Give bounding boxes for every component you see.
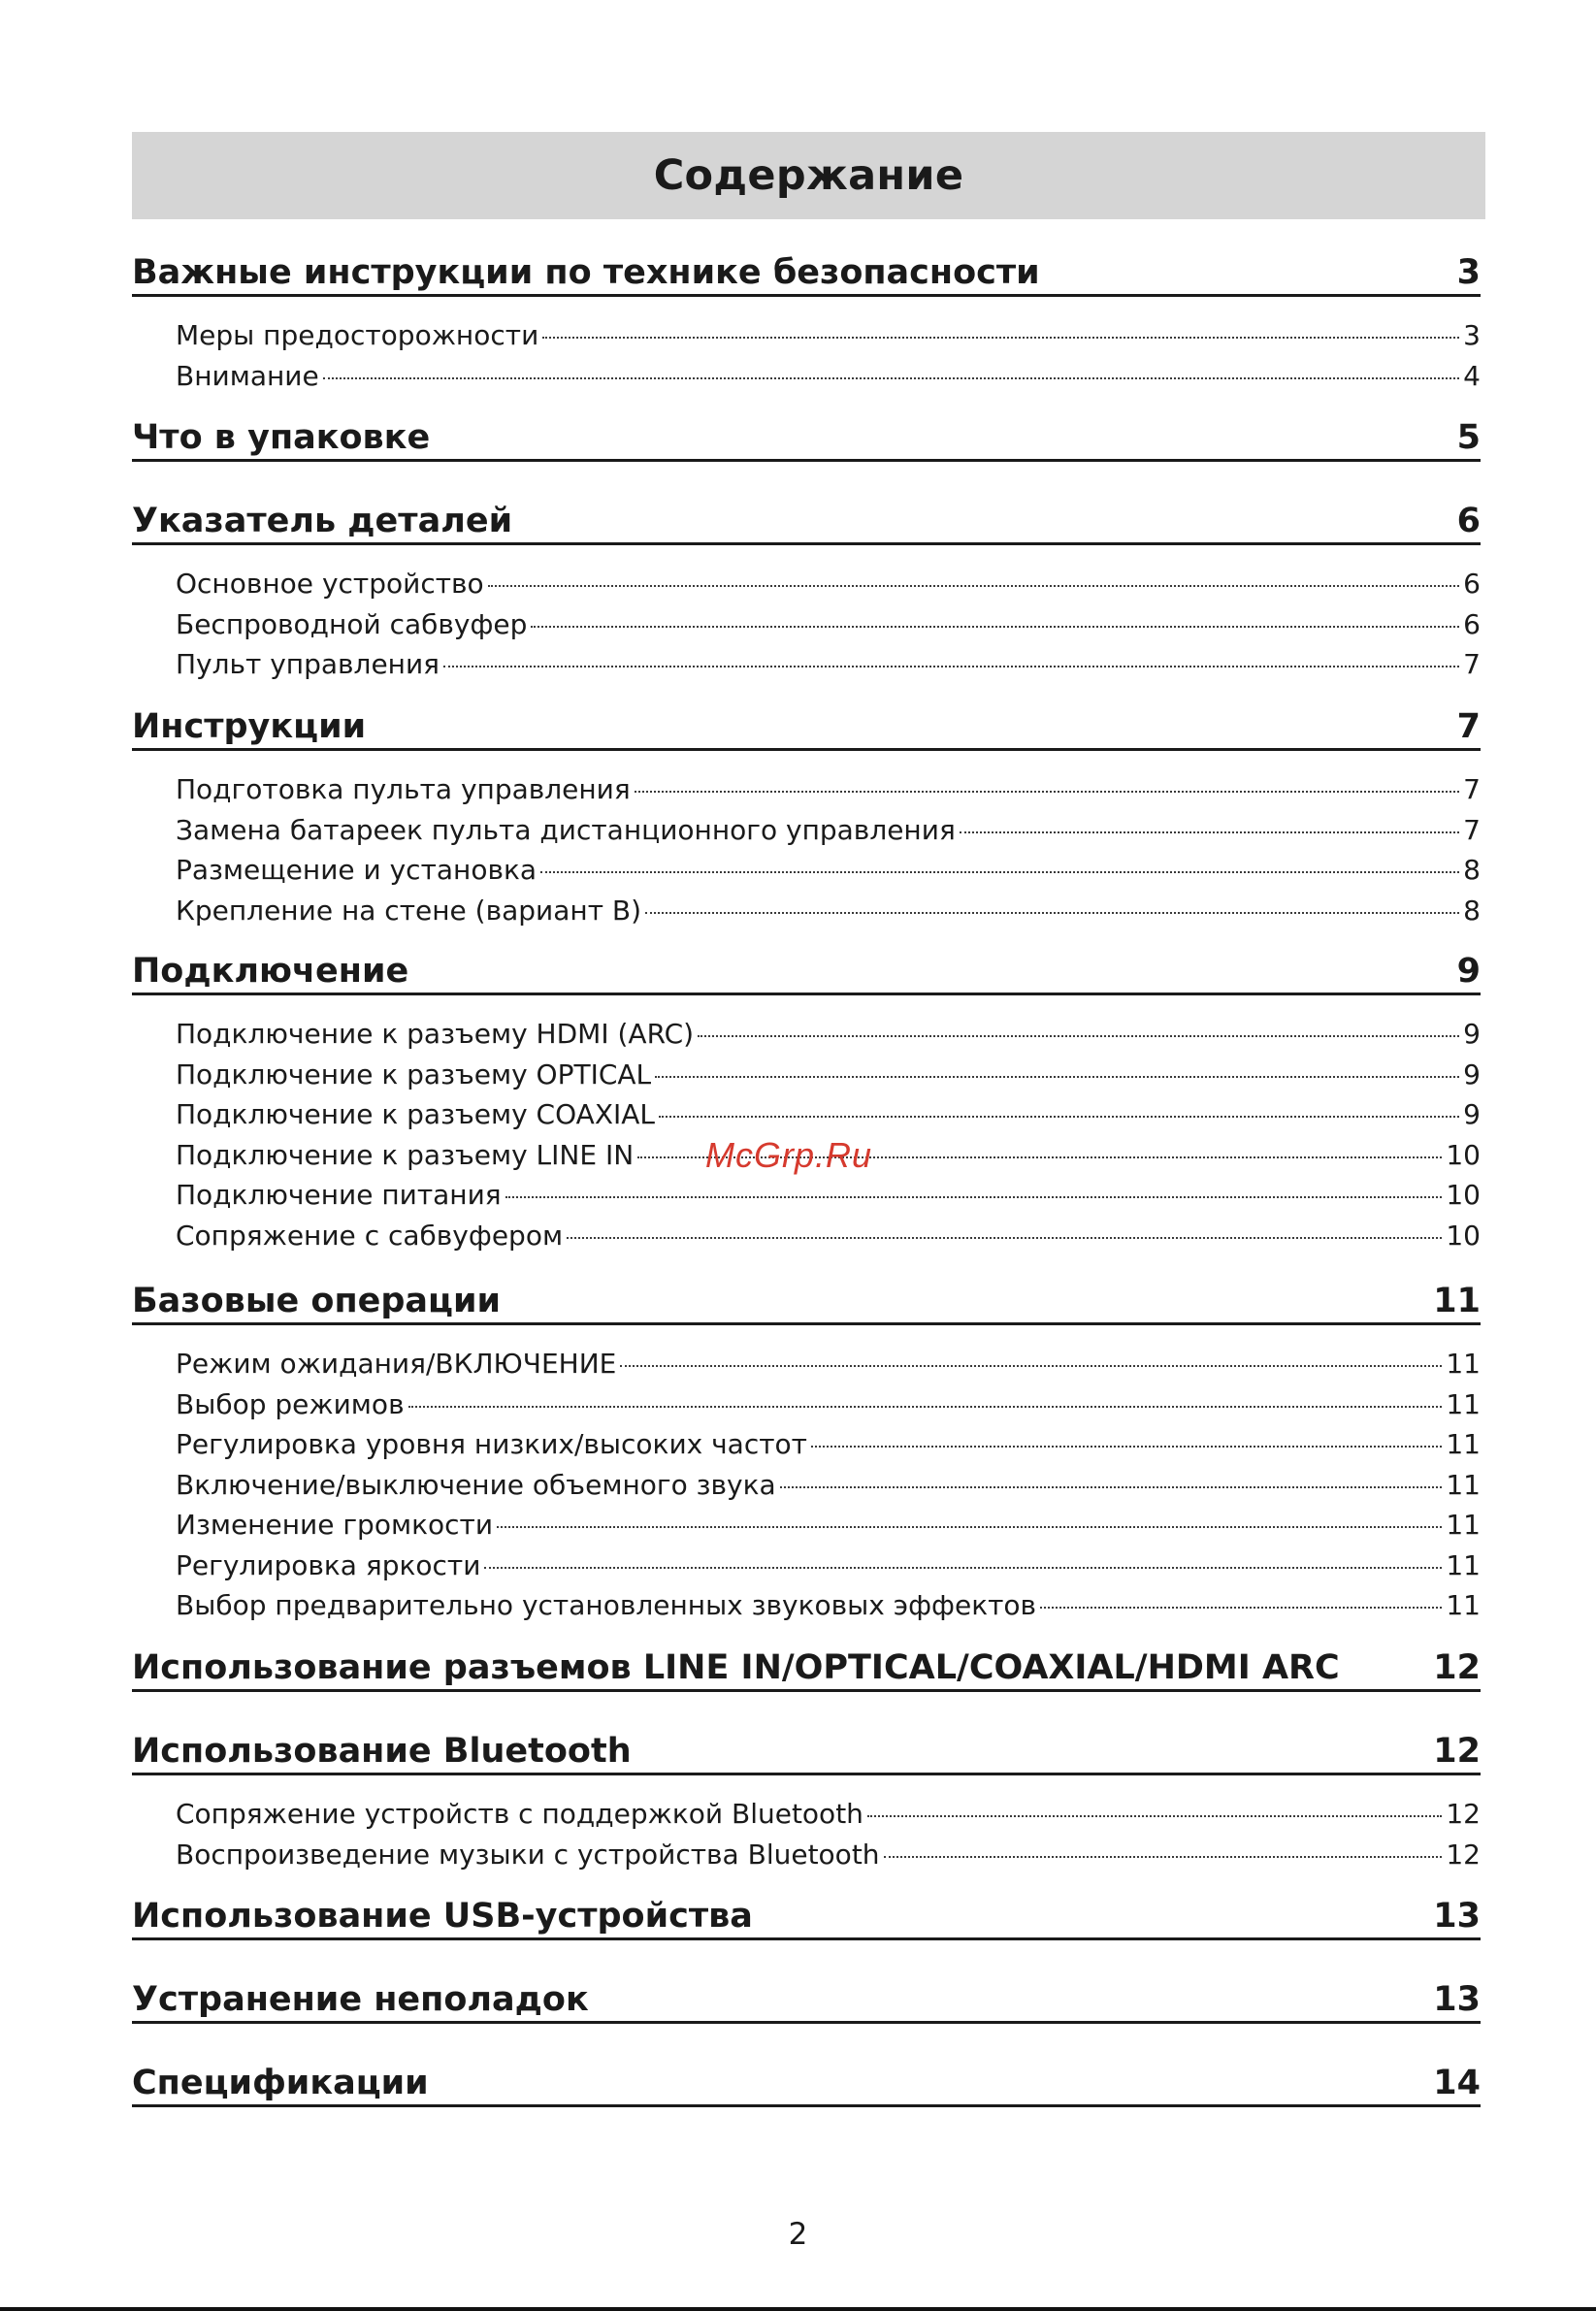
entry-label: Подключение к разъему OPTICAL bbox=[176, 1058, 652, 1090]
dot-leader bbox=[542, 337, 1459, 339]
entry-page-number: 9 bbox=[1463, 1058, 1481, 1090]
section-page-number: 12 bbox=[1433, 1732, 1481, 1771]
toc-section[interactable] bbox=[132, 1974, 1481, 2024]
entry-page-number: 11 bbox=[1446, 1348, 1481, 1380]
section-title: Спецификации bbox=[132, 2064, 429, 2102]
section-page-number: 6 bbox=[1456, 502, 1481, 540]
dot-leader bbox=[655, 1076, 1459, 1078]
entry-label: Подключение к разъему HDMI (ARC) bbox=[176, 1018, 695, 1050]
section-title: Устранение неполадок bbox=[132, 1980, 589, 2019]
section-title: Что в упаковке bbox=[132, 418, 431, 457]
entry-page-number: 7 bbox=[1463, 773, 1481, 805]
toc-entry[interactable] bbox=[176, 773, 1481, 806]
toc-entry[interactable] bbox=[176, 568, 1481, 601]
entry-label: Включение/выключение объемного звука bbox=[176, 1468, 776, 1501]
section-page-number: 12 bbox=[1433, 1648, 1481, 1687]
dot-leader bbox=[659, 1116, 1459, 1118]
section-page-number: 11 bbox=[1433, 1282, 1481, 1320]
entry-label: Подключение к разъему LINE IN bbox=[176, 1138, 635, 1171]
entry-label: Воспроизведение музыки с устройства Bluetooth bbox=[176, 1838, 880, 1871]
watermark: McGrp.Ru bbox=[705, 1135, 873, 1175]
page-number: 2 bbox=[788, 2217, 808, 2252]
dot-leader bbox=[645, 912, 1459, 914]
toc-section[interactable] bbox=[132, 2058, 1481, 2107]
section-title: Подключение bbox=[132, 952, 409, 991]
dot-leader bbox=[620, 1365, 1442, 1367]
entry-label: Меры предосторожности bbox=[176, 319, 539, 351]
toc-section[interactable] bbox=[132, 1726, 1481, 1775]
section-page-number: 7 bbox=[1456, 707, 1481, 746]
dot-leader bbox=[635, 791, 1459, 793]
page-title: Содержание bbox=[653, 151, 964, 200]
entry-page-number: 10 bbox=[1446, 1138, 1481, 1171]
toc-entry[interactable] bbox=[176, 1469, 1481, 1502]
entry-page-number: 11 bbox=[1446, 1468, 1481, 1501]
toc-section[interactable] bbox=[132, 1891, 1481, 1940]
dot-leader bbox=[323, 377, 1459, 379]
dot-leader bbox=[867, 1815, 1442, 1817]
toc-entry[interactable] bbox=[176, 1348, 1481, 1381]
entry-label: Сопряжение устройств с поддержкой Bluetooth bbox=[176, 1798, 863, 1830]
bottom-rule bbox=[0, 2307, 1596, 2311]
toc-entry[interactable] bbox=[176, 814, 1481, 847]
dot-leader bbox=[484, 1567, 1442, 1569]
dot-leader bbox=[960, 831, 1459, 833]
entry-page-number: 7 bbox=[1463, 648, 1481, 680]
section-title: Использование Bluetooth bbox=[132, 1732, 632, 1771]
section-title: Инструкции bbox=[132, 707, 367, 746]
section-page-number: 5 bbox=[1456, 418, 1481, 457]
toc-entry[interactable] bbox=[176, 319, 1481, 352]
section-title: Указатель деталей bbox=[132, 502, 513, 540]
entry-label: Основное устройство bbox=[176, 568, 484, 600]
toc-entry[interactable] bbox=[176, 895, 1481, 928]
entry-page-number: 6 bbox=[1463, 607, 1481, 640]
section-title: Важные инструкции по технике безопасности bbox=[132, 253, 1040, 292]
entry-label: Выбор режимов bbox=[176, 1387, 405, 1420]
dot-leader bbox=[1040, 1607, 1442, 1609]
entry-label: Пульт управления bbox=[176, 648, 440, 680]
entry-page-number: 12 bbox=[1446, 1838, 1481, 1871]
toc-entry[interactable] bbox=[176, 1179, 1481, 1212]
toc-entry[interactable] bbox=[176, 1220, 1481, 1253]
toc-entry[interactable] bbox=[176, 1428, 1481, 1461]
toc-entry[interactable] bbox=[176, 1098, 1481, 1131]
toc-entry[interactable] bbox=[176, 360, 1481, 393]
entry-page-number: 8 bbox=[1463, 854, 1481, 886]
entry-label: Подключение к разъему COAXIAL bbox=[176, 1098, 656, 1130]
toc-entry[interactable] bbox=[176, 1388, 1481, 1421]
entry-page-number: 11 bbox=[1446, 1428, 1481, 1460]
dot-leader bbox=[540, 871, 1459, 873]
section-page-number: 13 bbox=[1433, 1897, 1481, 1936]
section-title: Базовые операции bbox=[132, 1282, 502, 1320]
toc-section[interactable] bbox=[132, 946, 1481, 995]
entry-page-number: 11 bbox=[1446, 1387, 1481, 1420]
dot-leader bbox=[811, 1446, 1442, 1448]
dot-leader bbox=[505, 1196, 1443, 1198]
toc-entry[interactable] bbox=[176, 1509, 1481, 1542]
entry-page-number: 8 bbox=[1463, 894, 1481, 927]
entry-label: Выбор предварительно установленных звуковых эффектов bbox=[176, 1589, 1037, 1621]
toc-section[interactable] bbox=[132, 412, 1481, 462]
toc-section[interactable] bbox=[132, 247, 1481, 297]
section-page-number: 3 bbox=[1456, 253, 1481, 292]
toc-entry[interactable] bbox=[176, 1018, 1481, 1051]
entry-label: Размещение и установка bbox=[176, 854, 537, 886]
entry-page-number: 11 bbox=[1446, 1589, 1481, 1621]
entry-label: Крепление на стене (вариант B) bbox=[176, 894, 642, 927]
toc-entry[interactable] bbox=[176, 854, 1481, 887]
toc-entry[interactable] bbox=[176, 1798, 1481, 1831]
entry-label: Беспроводной сабвуфер bbox=[176, 607, 528, 640]
toc-entry[interactable] bbox=[176, 1589, 1481, 1622]
dot-leader bbox=[780, 1486, 1443, 1488]
entry-label: Регулировка яркости bbox=[176, 1548, 481, 1581]
section-title: Использование USB-устройства bbox=[132, 1897, 753, 1936]
entry-page-number: 9 bbox=[1463, 1018, 1481, 1050]
entry-label: Режим ожидания/ВКЛЮЧЕНИЕ bbox=[176, 1348, 617, 1380]
entry-label: Подготовка пульта управления bbox=[176, 773, 631, 805]
section-page-number: 9 bbox=[1456, 952, 1481, 991]
entry-label: Сопряжение с сабвуфером bbox=[176, 1219, 564, 1252]
dot-leader bbox=[698, 1035, 1459, 1037]
entry-label: Регулировка уровня низких/высоких частот bbox=[176, 1428, 807, 1460]
dot-leader bbox=[497, 1526, 1442, 1528]
entry-page-number: 10 bbox=[1446, 1219, 1481, 1252]
entry-page-number: 6 bbox=[1463, 568, 1481, 600]
toc-entry[interactable] bbox=[176, 1839, 1481, 1872]
section-page-number: 14 bbox=[1433, 2064, 1481, 2102]
entry-label: Внимание bbox=[176, 359, 319, 392]
toc-section[interactable] bbox=[132, 701, 1481, 751]
entry-page-number: 9 bbox=[1463, 1098, 1481, 1130]
entry-page-number: 12 bbox=[1446, 1798, 1481, 1830]
dot-leader bbox=[408, 1406, 1443, 1408]
toc-section[interactable] bbox=[132, 496, 1481, 545]
dot-leader bbox=[531, 626, 1459, 628]
contents-banner bbox=[132, 132, 1485, 219]
dot-leader bbox=[567, 1237, 1442, 1239]
entry-page-number: 11 bbox=[1446, 1509, 1481, 1541]
entry-page-number: 3 bbox=[1463, 319, 1481, 351]
dot-leader bbox=[488, 585, 1460, 587]
section-title: Использование разъемов LINE IN/OPTICAL/COAXIAL/HDMI ARC bbox=[132, 1648, 1340, 1687]
entry-page-number: 7 bbox=[1463, 813, 1481, 846]
entry-page-number: 4 bbox=[1463, 359, 1481, 392]
entry-label: Подключение питания bbox=[176, 1179, 502, 1211]
dot-leader bbox=[443, 666, 1459, 667]
dot-leader bbox=[884, 1856, 1443, 1858]
entry-label: Изменение громкости bbox=[176, 1509, 494, 1541]
entry-page-number: 11 bbox=[1446, 1548, 1481, 1581]
entry-label: Замена батареек пульта дистанционного управления bbox=[176, 813, 956, 846]
toc-section[interactable] bbox=[132, 1276, 1481, 1325]
toc-section[interactable] bbox=[132, 1643, 1481, 1692]
entry-page-number: 10 bbox=[1446, 1179, 1481, 1211]
section-page-number: 13 bbox=[1433, 1980, 1481, 2019]
toc-entry[interactable] bbox=[176, 1549, 1481, 1582]
toc-entry[interactable] bbox=[176, 648, 1481, 681]
toc-entry[interactable] bbox=[176, 1058, 1481, 1091]
toc-entry[interactable] bbox=[176, 608, 1481, 641]
